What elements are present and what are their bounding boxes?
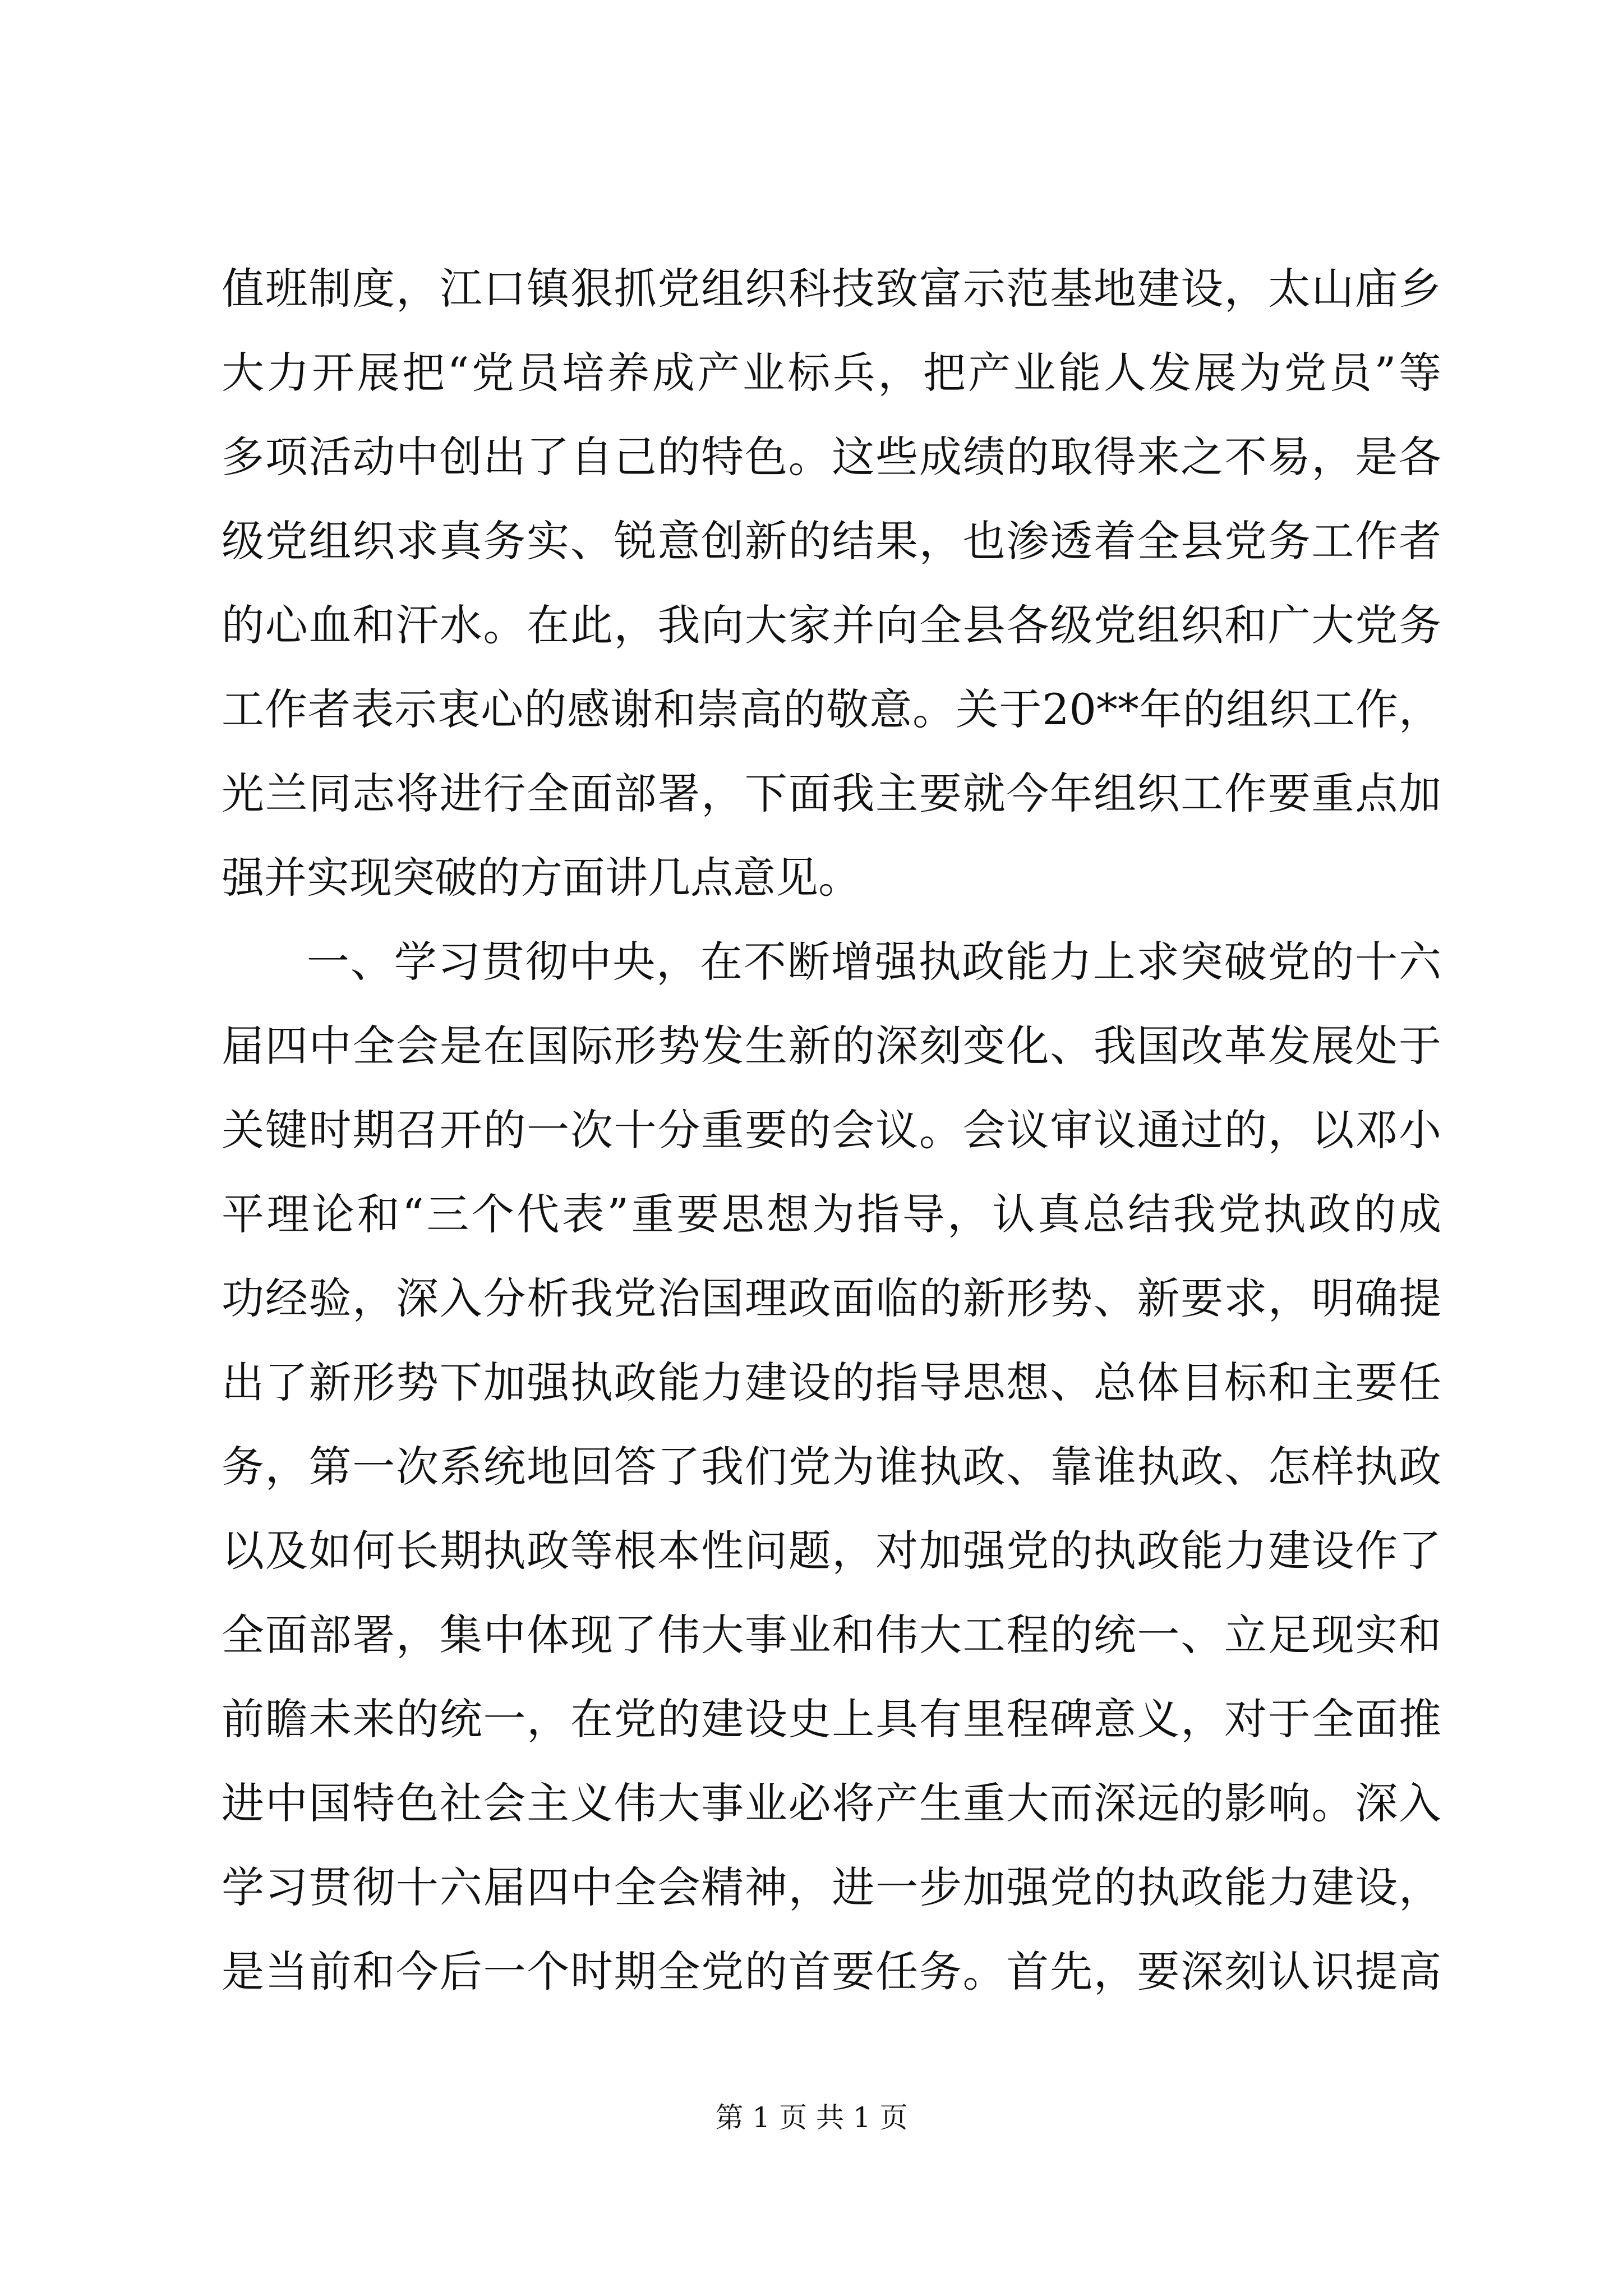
paragraph-2-line-5: 功经验，深入分析我党治国理政面临的新形势、新要求，明确提 — [222, 1273, 1441, 1323]
paragraph-2-line-13: 是当前和今后一个时期全党的首要任务。首先，要深刻认识提高 — [222, 1947, 1441, 1996]
paragraph-2-line-3: 关键时期召开的一次十分重要的会议。会议审议通过的，以邓小 — [222, 1105, 1441, 1155]
paragraph-1-line-7: 光兰同志将进行全面部署，下面我主要就今年组织工作要重点加 — [222, 769, 1441, 818]
paragraph-2-line-4: 平理论和“三个代表”重要思想为指导，认真总结我党执政的成 — [222, 1189, 1441, 1239]
paragraph-1-line-3: 多项活动中创出了自己的特色。这些成绩的取得来之不易，是各 — [222, 432, 1441, 482]
paragraph-2-line-6: 出了新形势下加强执政能力建设的指导思想、总体目标和主要任 — [222, 1358, 1441, 1407]
paragraph-1-line-2: 大力开展把“党员培养成产业标兵，把产业能人发展为党员”等 — [222, 348, 1441, 398]
paragraph-2-line-12: 学习贯彻十六届四中全会精神，进一步加强党的执政能力建设， — [222, 1862, 1441, 1912]
paragraph-2-line-8: 以及如何长期执政等根本性问题，对加强党的执政能力建设作了 — [222, 1526, 1441, 1576]
page-number-footer: 第 1 页 共 1 页 — [715, 2101, 908, 2134]
paragraph-2-line-7: 务，第一次系统地回答了我们党为谁执政、靠谁执政、怎样执政 — [222, 1442, 1441, 1492]
paragraph-2-line-2: 届四中全会是在国际形势发生新的深刻变化、我国改革发展处于 — [222, 1021, 1441, 1071]
paragraph-2-line-11: 进中国特色社会主义伟大事业必将产生重大而深远的影响。深入 — [222, 1778, 1441, 1828]
paragraph-1-line-8: 强并实现突破的方面讲几点意见。 — [222, 853, 861, 903]
paragraph-2-line-1: 一、学习贯彻中央，在不断增强执政能力上求突破党的十六 — [307, 937, 1441, 987]
paragraph-2-line-10: 前瞻未来的统一，在党的建设史上具有里程碑意义，对于全面推 — [222, 1694, 1441, 1744]
paragraph-1-line-6: 工作者表示衷心的感谢和崇高的敬意。关于20**年的组织工作， — [222, 684, 1441, 734]
paragraph-1-line-5: 的心血和汗水。在此，我向大家并向全县各级党组织和广大党务 — [222, 600, 1441, 650]
paragraph-1-line-1: 值班制度，江口镇狠抓党组织科技致富示范基地建设，太山庙乡 — [222, 264, 1441, 314]
document-body — [222, 247, 1441, 2014]
paragraph-2-line-9: 全面部署，集中体现了伟大事业和伟大工程的统一、立足现实和 — [222, 1610, 1441, 1660]
paragraph-1-line-4: 级党组织求真务实、锐意创新的结果，也渗透着全县党务工作者 — [222, 516, 1441, 566]
